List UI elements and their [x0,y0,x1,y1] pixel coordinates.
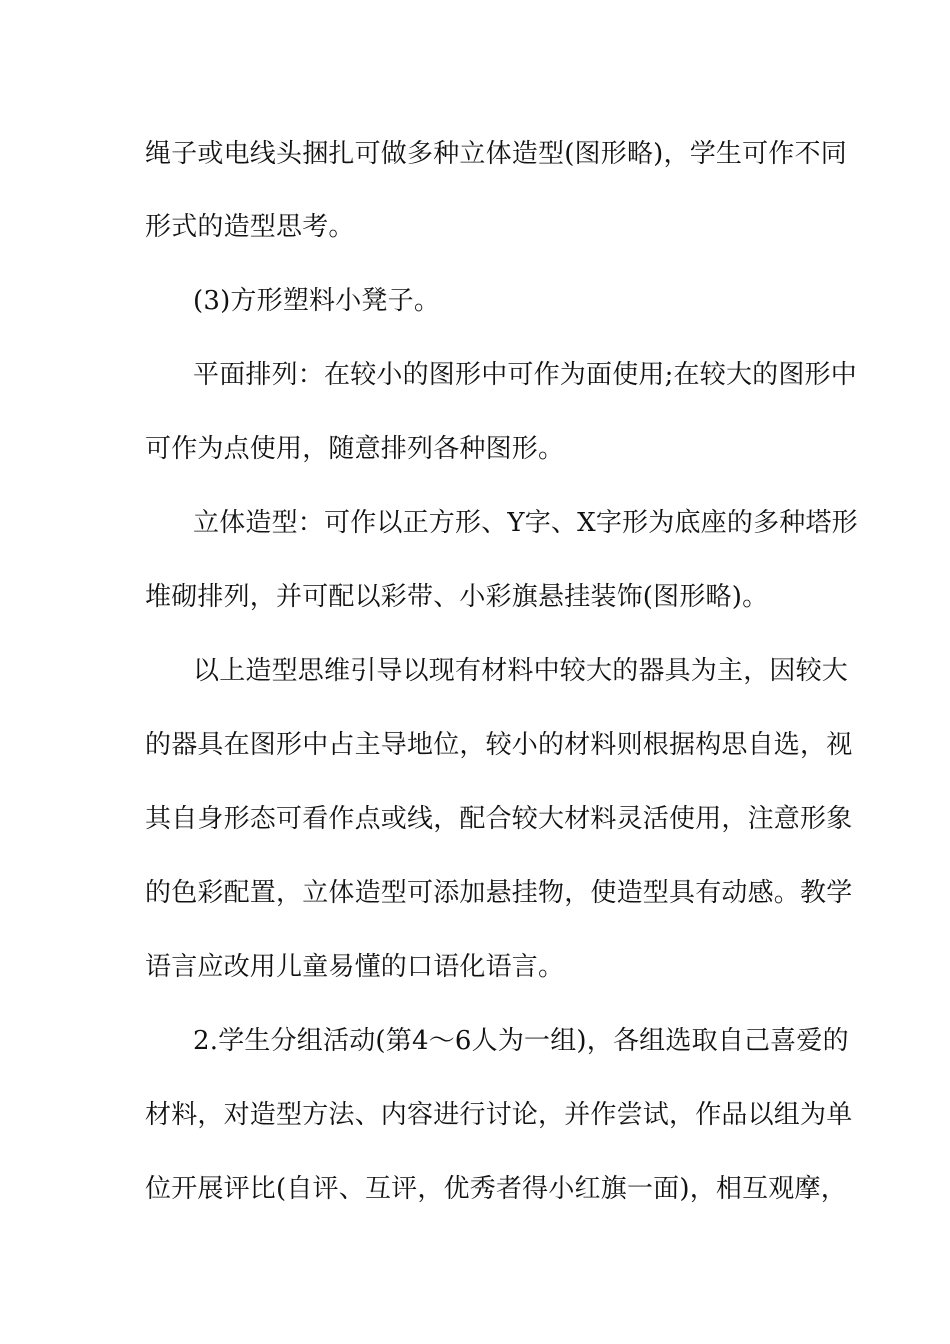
text-line: 其自身形态可看作点或线，配合较大材料灵活使用，注意形象 [145,804,853,834]
text-line: 的器具在图形中占主导地位，较小的材料则根据构思自选，视 [145,730,853,760]
text-line: 堆砌排列，并可配以彩带、小彩旗悬挂装饰(图形略)。 [145,582,769,612]
text-line: 形式的造型思考。 [145,212,355,242]
text-line: 绳子或电线头捆扎可做多种立体造型(图形略)，学生可作不同 [145,139,847,169]
text-line: 立体造型：可作以正方形、Y字、X字形为底座的多种塔形 [193,508,858,538]
text-line: (3)方形塑料小凳子。 [193,286,441,316]
text-line: 平面排列：在较小的图形中可作为面使用;在较大的图形中 [193,360,857,390]
text-line: 语言应改用儿童易懂的口语化语言。 [145,952,565,982]
text-line: 材料，对造型方法、内容进行讨论，并作尝试，作品以组为单 [145,1100,853,1130]
text-line: 的色彩配置，立体造型可添加悬挂物，使造型具有动感。教学 [145,878,853,908]
text-line: 以上造型思维引导以现有材料中较大的器具为主，因较大 [193,656,849,686]
text-line: 位开展评比(自评、互评，优秀者得小红旗一面)，相互观摩， [145,1174,847,1204]
text-line: 2.学生分组活动(第4～6人为一组)，各组选取自己喜爱的 [193,1026,849,1056]
text-line: 可作为点使用，随意排列各种图形。 [145,434,565,464]
